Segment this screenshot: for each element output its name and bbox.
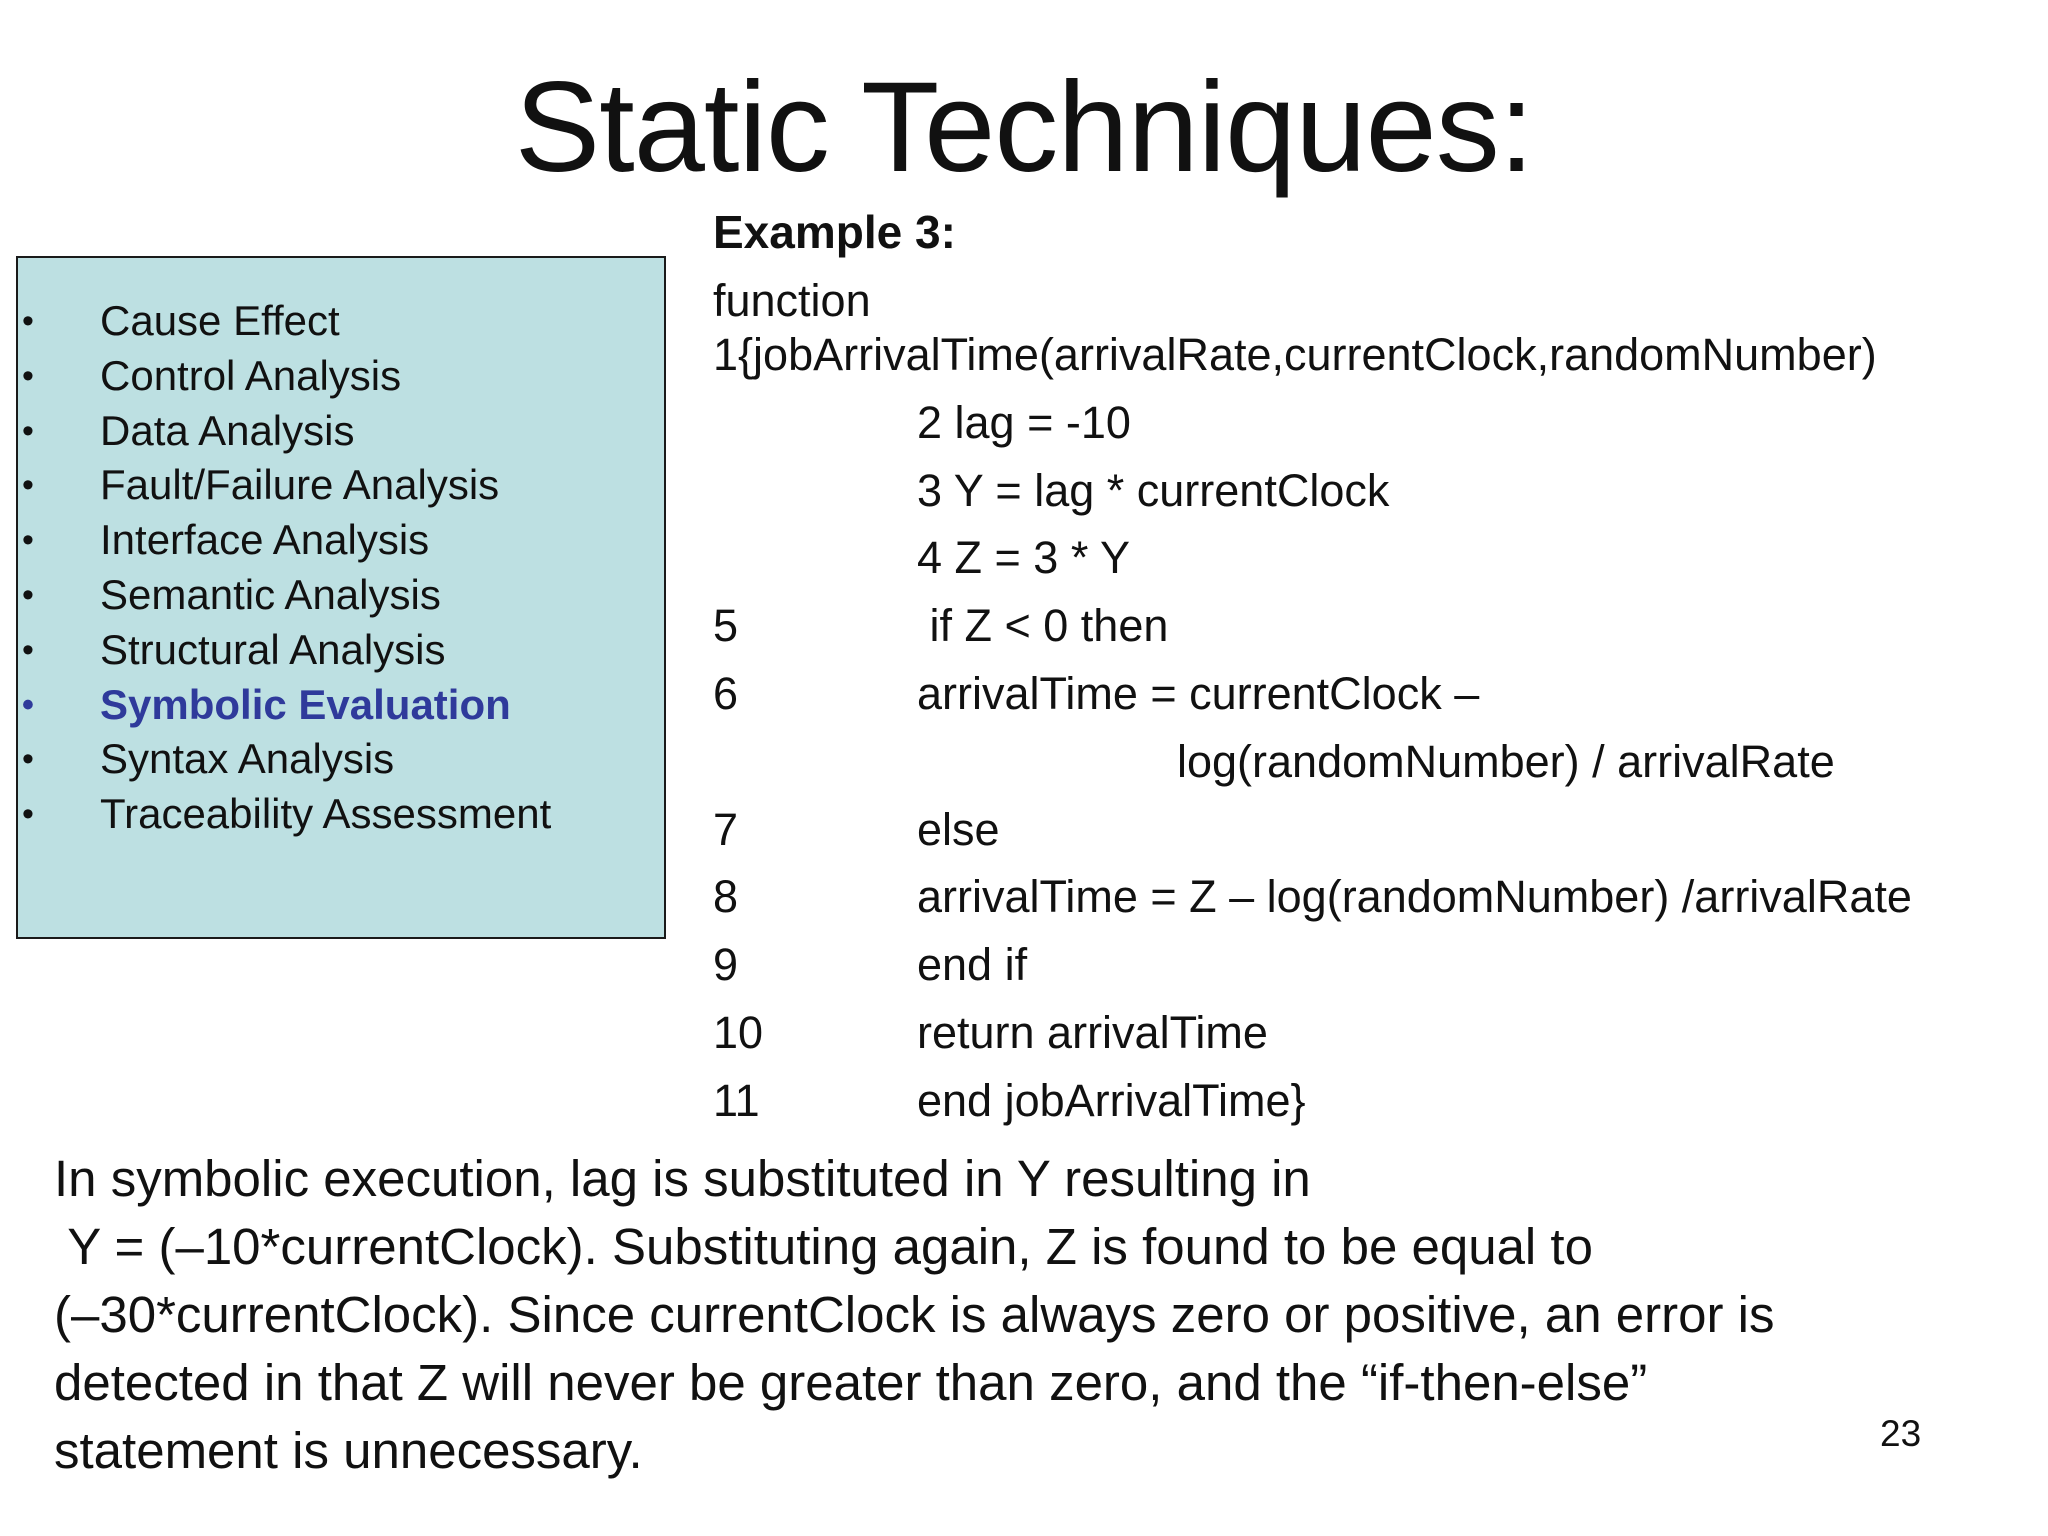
topic-label: Data Analysis	[100, 406, 355, 454]
explanation-line: In symbolic execution, lag is substituted in Y resulting in	[54, 1150, 1311, 1207]
line-number: 11	[713, 1075, 760, 1126]
line-number: 8	[713, 871, 739, 922]
explanation-line: detected in that Z will never be greater than zero, and the “if-then-else”	[54, 1354, 1648, 1411]
code-text: log(randomNumber) / arrivalRate	[1177, 736, 1835, 787]
explanation-line: (–30*currentClock). Since currentClock is always zero or positive, an error is	[54, 1286, 1775, 1343]
code-text: end jobArrivalTime}	[917, 1075, 1306, 1126]
code-text: 2 lag = -10	[917, 397, 1131, 448]
bullet-icon: •	[22, 356, 34, 395]
bullet-icon: •	[22, 685, 34, 724]
topic-label: Structural Analysis	[100, 625, 446, 673]
example-heading: Example 3:	[713, 206, 956, 258]
line-number: 10	[713, 1007, 764, 1058]
line-number: 9	[713, 939, 739, 990]
bullet-icon: •	[22, 795, 34, 834]
code-text: if Z < 0 then	[917, 600, 1169, 651]
topic-label: Semantic Analysis	[100, 570, 441, 618]
bullet-icon: •	[22, 630, 34, 669]
code-text: end if	[917, 939, 1028, 990]
explanation-line: statement is unnecessary.	[54, 1422, 643, 1479]
topic-label: Cause Effect	[100, 297, 340, 344]
topic-label: Interface Analysis	[100, 516, 430, 564]
bullet-icon: •	[22, 466, 34, 505]
slide-title: Static Techniques:	[514, 56, 1534, 199]
code-text: 4 Z = 3 * Y	[917, 532, 1131, 583]
code-text: 1{jobArrivalTime(arrivalRate,currentClock,randomNumber)	[713, 329, 1877, 380]
topic-label: Syntax Analysis	[100, 735, 395, 783]
explanation-paragraph	[54, 1145, 1994, 1485]
code-text: arrivalTime = Z – log(randomNumber) /arrivalRate	[917, 871, 1912, 922]
line-number: 7	[713, 804, 739, 855]
topic-label: Fault/Failure Analysis	[100, 461, 500, 509]
bullet-icon: •	[22, 302, 34, 340]
topics-panel	[16, 256, 666, 939]
line-number: 6	[713, 668, 739, 719]
topic-label: Traceability Assessment	[100, 790, 552, 838]
page-number: 23	[1880, 1413, 1922, 1454]
bullet-icon: •	[22, 575, 34, 614]
code-text: else	[917, 804, 1000, 855]
code-text: arrivalTime = currentClock –	[917, 668, 1480, 719]
bullet-icon: •	[22, 740, 34, 779]
bullet-icon: •	[22, 411, 34, 450]
code-text: 3 Y = lag * currentClock	[917, 465, 1390, 516]
topic-label: Control Analysis	[100, 351, 402, 399]
code-text: return arrivalTime	[917, 1007, 1268, 1058]
code-text: function	[713, 275, 871, 326]
bullet-icon: •	[22, 521, 34, 560]
topic-label: Symbolic Evaluation	[100, 680, 511, 728]
line-number: 5	[713, 600, 739, 651]
explanation-line: Y = (–10*currentClock). Substituting again, Z is found to be equal to	[54, 1218, 1593, 1275]
